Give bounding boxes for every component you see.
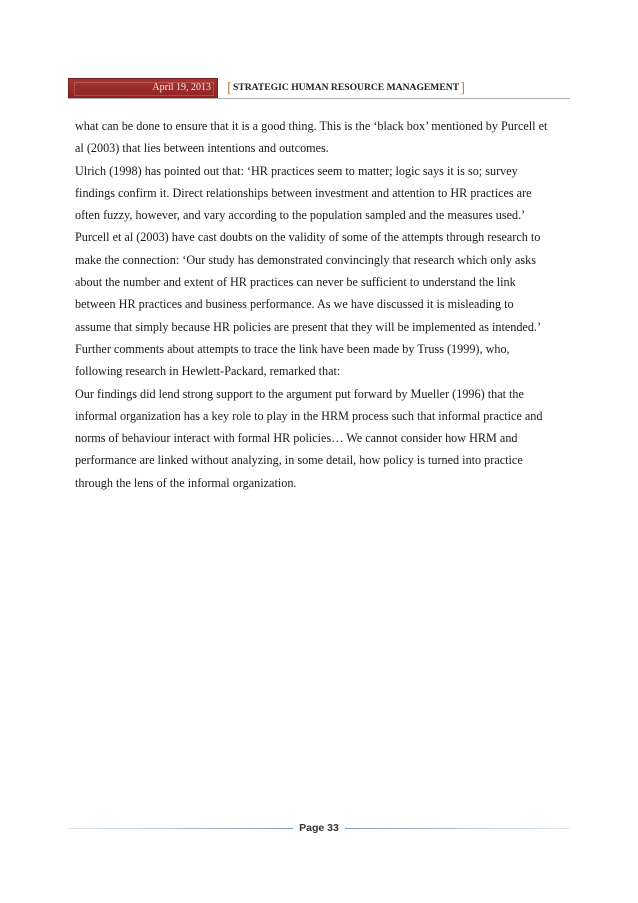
body-line: performance are linked without analyzing, in some detail, how policy is turned into practice [75, 453, 523, 468]
body-line: Ulrich (1998) has pointed out that: ‘HR practices seem to matter; logic says it is so; survey [75, 163, 518, 178]
header-title: STRATEGIC HUMAN RESOURCE MANAGEMENT [233, 82, 460, 93]
header-divider [68, 98, 570, 99]
body-line: assume that simply because HR policies are present that they will be implemented as intended.’ [75, 319, 542, 334]
footer-divider-right [345, 828, 570, 829]
header-date: April 19, 2013 [152, 82, 211, 93]
body-line: norms of behaviour interact with formal HR policies… We cannot consider how HRM and [75, 431, 518, 446]
body-line: often fuzzy, however, and vary according to the population sampled and the measures used.’ [75, 208, 526, 223]
header-bracket-close: ] [460, 80, 466, 96]
footer-divider-left [68, 828, 293, 829]
body-line: Further comments about attempts to trace the link have been made by Truss (1999), who, [75, 341, 510, 356]
page-footer [68, 820, 570, 836]
header-date-banner [68, 78, 218, 98]
body-line: about the number and extent of HR practices can never be sufficient to understand the link [75, 275, 516, 290]
body-line: make the connection: ‘Our study has demonstrated convincingly that research which only asks [75, 252, 536, 267]
body-line: between HR practices and business performance. As we have discussed it is misleading to [75, 297, 514, 312]
body-text [75, 115, 555, 494]
body-line: what can be done to ensure that it is a good thing. This is the ‘black box’ mentioned by Purcell et [75, 119, 548, 133]
header-bracket-open: [ [227, 80, 232, 96]
body-line: findings confirm it. Direct relationships between investment and attention to HR practices are [75, 185, 532, 200]
body-line: through the lens of the informal organization. [75, 475, 297, 490]
header-title-group [227, 79, 465, 97]
body-line: Our findings did lend strong support to the argument put forward by Mueller (1996) that the [75, 386, 524, 401]
body-line: informal organization has a key role to play in the HRM process such that informal practice and [75, 408, 543, 423]
body-line: al (2003) that lies between intentions and outcomes. [75, 141, 329, 156]
page-number: Page 33 [299, 822, 339, 834]
body-line: Purcell et al (2003) have cast doubts on the validity of some of the attempts through research to [75, 230, 541, 245]
page-header [68, 78, 570, 100]
body-line: following research in Hewlett-Packard, remarked that: [75, 364, 341, 379]
